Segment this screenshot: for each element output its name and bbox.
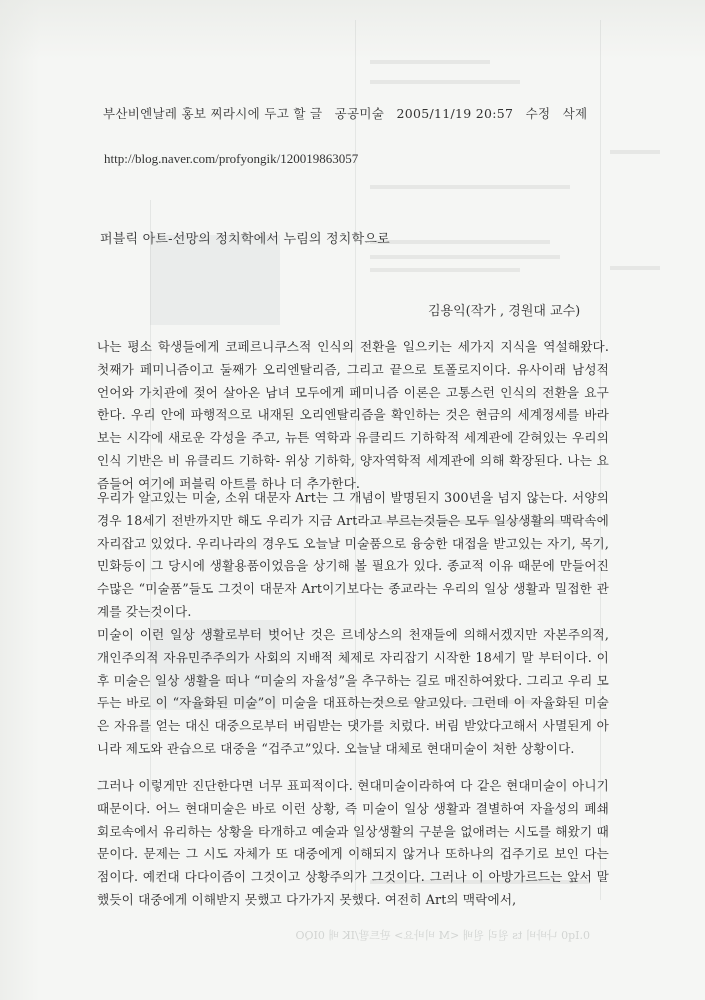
post-datetime: 2005/11/19 20:57 [396, 106, 514, 121]
showthrough-text [370, 268, 520, 272]
edit-link[interactable]: 수정 [525, 106, 551, 121]
showthrough-text [370, 80, 520, 84]
post-url[interactable]: http://blog.naver.com/profyongik/120019863057 [104, 151, 359, 166]
showthrough-block [150, 235, 280, 325]
post-header [103, 104, 595, 122]
body-paragraph: 그러나 이렇게만 진단한다면 너무 표피적이다. 현대미술이라하여 다 같은 현대미술이 아니기 때문이다. 어느 현대미술은 바로 이런 상황, 즉 미술이 일상 생활과 결별하여 자율성의 폐쇄 회로속에서 유리하는 상황을 타개하고 예술과 일상생활의 구분을 없애려는 시도를 해왔기 때문이다. 문제는 그 시도 자체가 또 대중에게 이해되지 않거나 또하나의 겁주기로 보인 다는 점이다. 예컨대 다다이즘이 그것이고 상황주의가 그것이다. 그러나 이 아방가르드는 앞서 말했듯이 대중에게 이해받지 못했고 다가가지 못했다. 여전히 Art의 맥락에서, [97, 778, 609, 907]
post-title: 부산비엔날레 홍보 찌라시에 두고 할 글 [103, 106, 323, 121]
showthrough-text [370, 255, 560, 259]
showthrough-text [610, 266, 660, 270]
showthrough-footer: 0.Iq0 나바비 ts 원리 원배 <M 비바요> 판트팔/IK 배 0IQO [295, 929, 590, 942]
post-category: 공공미술 [334, 106, 385, 121]
showthrough-text [610, 150, 660, 154]
body-paragraph: 나는 평소 학생들에게 코페르니쿠스적 인식의 전환을 일으키는 세가지 지식을 역설해왔다. 첫째가 페미니즘이고 둘째가 오리엔탈리즘, 그리고 끝으로 토폴로지이다. 유사이래 남성적 언어와 가치관에 젖어 살아온 남녀 모두에게 페미니즘 이론은 고통스런 인식의 전환을 요구한다. 우리 안에 파행적으로 내재된 오리엔탈리즘을 확인하는 것은 현금의 세계정세를 바라보는 시각에 새로운 각성을 주고, 뉴튼 역학과 유클리드 기하학적 세계관에 갇혀있는 우리의 인식 기반은 비 유클리드 기하학- 위상 기하학, 양자역학적 세계관에 의해 확장된다. 나는 요즘들어 여기에 퍼블릭 아트를 하나 더 추가한다. [97, 339, 609, 491]
body-paragraph: 우리가 알고있는 미술, 소위 대문자 Art는 그 개념이 발명된지 300년을 넘지 않는다. 서양의 경우 18세기 전반까지만 해도 우리가 지금 Art라고 부르는것들은 모두 일상생활의 맥락속에 자리잡고 있었다. 우리나라의 경우도 오늘날 미술품으로 융숭한 대접을 받고있는 자기, 목기, 민화등이 그 당시에 생활용품이었음을 상기해 볼 필요가 있다. 종교적 이유 때문에 만들어진 수많은 “미술품”들도 그것이 대문자 Art이기보다는 종교라는 우리의 일상 생활과 밀접한 관계를 갖는것이다. [97, 490, 609, 619]
showthrough-text [370, 185, 570, 189]
document-title: 퍼블릭 아트-선망의 정치학에서 누림의 정치학으로 [100, 232, 390, 247]
document-author: 김용익(작가 , 경원대 교수) [428, 304, 581, 319]
delete-link[interactable]: 삭제 [562, 106, 588, 121]
showthrough-text [370, 60, 490, 64]
body-paragraph: 미술이 이런 일상 생활로부터 벗어난 것은 르네상스의 천재들에 의해서겠지만 자본주의적, 개인주의적 자유민주주의가 사회의 지배적 체제로 자리잡기 시작한 18세기 말 부터이다. 이후 미술은 일상 생활을 떠나 “미술의 자율성”을 추구하는 길로 매진하여왔다. 그리고 우리 모두는 바로 이 “자율화된 미술”이 미술을 대표하는것으로 알고있다. 그런데 이 자율화된 미술은 자유를 얻는 대신 대중으로부터 버림받는 댓가를 치렀다. 버림 받았다고해서 사멸된게 아니라 제도와 관습으로 대중을 “겁주고”있다. 오늘날 대체로 현대미술이 처한 상황이다. [97, 627, 609, 756]
showthrough-text [370, 240, 550, 244]
